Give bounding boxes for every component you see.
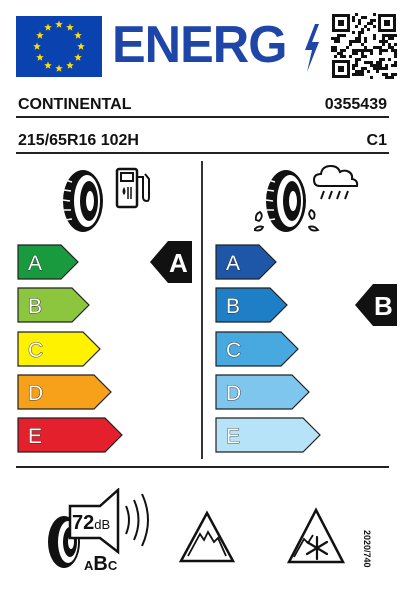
fuel-efficiency-class-label: A [28, 252, 43, 275]
noise-class: ABC [84, 553, 118, 575]
regulation-number: 2020/740 [362, 530, 372, 568]
fuel-efficiency-class-label: C [28, 339, 44, 362]
snowflake-mountain-icon [286, 507, 346, 565]
wet-grip-class-label: D [226, 382, 242, 405]
wet-grip-class-label: E [226, 425, 241, 448]
wet-grip-class-label: A [226, 252, 241, 275]
fuel-efficiency-class-label: D [28, 382, 44, 405]
wet-grip-class-label: C [226, 339, 242, 362]
wet-grip-bar-a [216, 245, 276, 279]
supplier-name: CONTINENTAL [18, 96, 132, 113]
fuel-efficiency-rating-letter: A [169, 248, 188, 278]
tyre-class: C1 [366, 132, 387, 149]
mountain-icon [178, 510, 236, 564]
tyre-size: 215/65R16 102H [18, 132, 139, 149]
divider [16, 466, 389, 468]
energy-title: ENERG [112, 16, 287, 74]
fuel-efficiency-class-label: E [28, 425, 43, 448]
wet-grip-class-label: B [226, 295, 241, 318]
noise-value: 72dB [72, 512, 111, 534]
vertical-divider [201, 161, 203, 459]
type-identifier: 0355439 [324, 96, 387, 113]
fuel-efficiency-bar-a [18, 245, 78, 279]
wet-grip-rating-letter: B [374, 291, 393, 321]
fuel-efficiency-class-label: B [28, 295, 43, 318]
